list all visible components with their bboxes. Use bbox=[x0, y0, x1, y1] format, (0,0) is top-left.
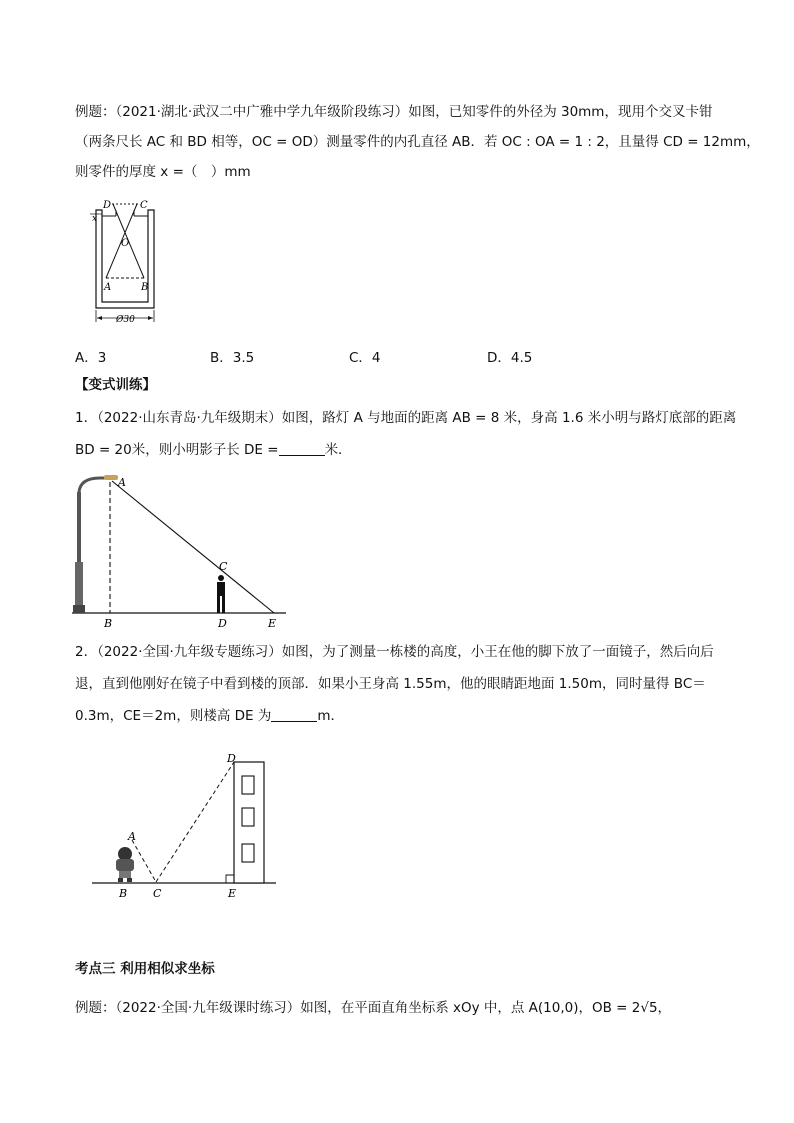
dimension-label: Ø30 bbox=[116, 315, 135, 325]
caliper-figure bbox=[88, 198, 168, 326]
label-C: C bbox=[153, 887, 162, 900]
section-heading: 考点三 利用相似求坐标 bbox=[75, 961, 215, 977]
answer-blank[interactable] bbox=[271, 707, 317, 722]
mirror-building-figure bbox=[88, 748, 278, 904]
label-B: B bbox=[141, 282, 149, 293]
option-b[interactable]: B．3.5 bbox=[210, 350, 255, 366]
label-A: A bbox=[118, 476, 126, 489]
label-A: A bbox=[128, 830, 136, 843]
label-E: E bbox=[268, 617, 277, 630]
label-D: D bbox=[103, 200, 112, 211]
option-c[interactable]: C．4 bbox=[349, 350, 381, 366]
label-C: C bbox=[219, 560, 228, 573]
question1-unit: 米． bbox=[324, 442, 352, 458]
question2-unit: m． bbox=[317, 708, 344, 724]
question2-line3 bbox=[75, 707, 344, 725]
question2-line2: 退，直到他刚好在镜子中看到楼的顶部．如果小王身高 1.55m，他的眼睛距地面 1.50m，同时量得 BC＝ bbox=[75, 676, 706, 692]
question1-text: BD = 20米，则小明影子长 DE = bbox=[75, 442, 279, 458]
label-D: D bbox=[218, 617, 227, 630]
label-x: x bbox=[92, 214, 98, 224]
example3-line1: 例题：（2022·全国·九年级课时练习）如图，在平面直角坐标系 xOy 中，点 A(10,0)，OB = 2√5， bbox=[75, 1000, 672, 1016]
label-O: O bbox=[121, 238, 130, 249]
question1-line1: 1．（2022·山东青岛·九年级期末）如图，路灯 A 与地面的距离 AB = 8 米，身高 1.6 米小明与路灯底部的距离 bbox=[75, 410, 737, 426]
answer-blank[interactable] bbox=[279, 441, 325, 456]
streetlight-figure bbox=[68, 472, 290, 630]
option-d[interactable]: D．4.5 bbox=[487, 350, 533, 366]
label-B: B bbox=[119, 887, 128, 900]
question1-line2 bbox=[75, 441, 352, 459]
label-A: A bbox=[104, 282, 112, 293]
option-a[interactable]: A．3 bbox=[75, 350, 107, 366]
label-D: D bbox=[227, 752, 236, 765]
label-B: B bbox=[104, 617, 113, 630]
example1-line1: 例题：（2021·湖北·武汉二中广雅中学九年级阶段练习）如图，已知零件的外径为 30mm，现用个交叉卡钳 bbox=[75, 104, 713, 120]
label-C: C bbox=[140, 200, 148, 211]
variant-training-heading: 【变式训练】 bbox=[75, 377, 156, 393]
question2-line1: 2．（2022·全国·九年级专题练习）如图，为了测量一栋楼的高度，小王在他的脚下放了一面镜子，然后向后 bbox=[75, 644, 714, 660]
example1-line2: （两条尺长 AC 和 BD 相等，OC = OD）测量零件的内孔直径 AB．若 OC : OA = 1 : 2，且量得 CD = 12mm， bbox=[75, 134, 760, 150]
label-E: E bbox=[228, 887, 237, 900]
question2-text: 0.3m，CE＝2m，则楼高 DE 为 bbox=[75, 708, 272, 724]
example1-line3: 则零件的厚度 x =（ ）mm bbox=[75, 164, 251, 180]
